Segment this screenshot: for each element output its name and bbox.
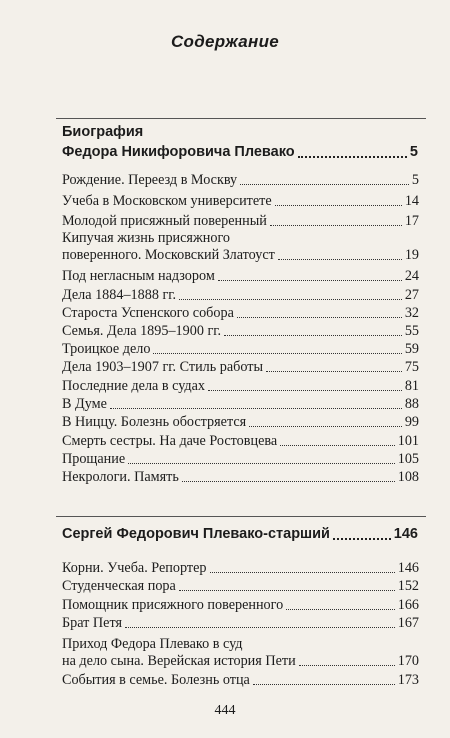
toc-entry [62, 414, 419, 431]
page-number: 5 [411, 172, 419, 188]
toc-entry-text: В Ниццу. Болезнь обостряется [62, 414, 247, 430]
toc-entry-row [62, 615, 419, 632]
section-heading-line: Сергей Федорович Плевако-старший [62, 526, 330, 542]
leader-dots [125, 627, 395, 628]
page-number: 32 [404, 305, 419, 321]
toc-entry [62, 268, 419, 285]
page-number: 75 [404, 359, 419, 375]
leader-dots [249, 426, 402, 427]
toc-entry-text: События в семье. Болезнь отца [62, 672, 250, 688]
section-heading-row [62, 142, 418, 162]
page-number: 14 [404, 193, 419, 209]
leader-dots [253, 684, 395, 685]
section-divider [56, 118, 426, 119]
page-number: 27 [404, 287, 419, 303]
toc-entry-row [62, 359, 419, 376]
leader-dots [266, 371, 402, 372]
toc-entry-text: Последние дела в судах [62, 378, 206, 394]
leader-dots [224, 335, 402, 336]
leader-dots [240, 184, 409, 185]
leader-dots [179, 299, 402, 300]
toc-entry [62, 213, 419, 230]
toc-entry-row [62, 268, 419, 285]
page-number: 152 [397, 578, 419, 594]
toc-entry-row [62, 469, 419, 486]
leader-dots [210, 572, 395, 573]
leader-dots [237, 317, 402, 318]
toc-entry-row [62, 193, 419, 210]
toc-entry [62, 230, 419, 264]
toc-entry-text: Приход Федора Плевако в суд [62, 636, 243, 652]
leader-dots [153, 353, 401, 354]
toc-entry-row [62, 213, 419, 230]
toc-entry-text: Учеба в Московском университете [62, 193, 272, 209]
toc-entry-row [62, 433, 419, 450]
toc-entry [62, 615, 419, 632]
leader-dots [182, 481, 395, 482]
toc-entry-row [62, 172, 419, 189]
toc-entry-text: Брат Петя [62, 615, 122, 631]
toc-entry [62, 378, 419, 395]
page-number: 55 [404, 323, 419, 339]
toc-entry-text: Троицкое дело [62, 341, 151, 357]
page-number: 88 [404, 396, 419, 412]
page-number: 146 [397, 560, 419, 576]
toc-entry [62, 396, 419, 413]
leader-dots [218, 280, 402, 281]
toc-entry [62, 469, 419, 486]
toc-entry-row [62, 323, 419, 340]
page-number: 24 [404, 268, 419, 284]
toc-entry [62, 560, 419, 577]
toc-title: Содержание [170, 32, 280, 51]
toc-entry [62, 359, 419, 376]
toc-entry-text: Кипучая жизнь присяжного [62, 230, 231, 246]
page-number: 101 [397, 433, 419, 449]
page-number: 5 [409, 144, 418, 160]
toc-entry-text: Корни. Учеба. Репортер [62, 560, 207, 576]
toc-entry-row [62, 396, 419, 413]
toc-entry [62, 578, 419, 595]
page-number: 59 [404, 341, 419, 357]
leader-dots [286, 609, 395, 610]
page-number: 99 [404, 414, 419, 430]
leader-dots [333, 538, 391, 540]
toc-entry-text: В Думе [62, 396, 107, 412]
toc-entry-text: Семья. Дела 1895–1900 гг. [62, 323, 222, 339]
toc-entry-text: Студенческая пора [62, 578, 176, 594]
toc-entry-row [62, 597, 419, 614]
page-number: 108 [397, 469, 419, 485]
toc-entry [62, 451, 419, 468]
toc-entry-row [62, 653, 419, 670]
leader-dots [278, 259, 402, 260]
leader-dots [298, 156, 407, 158]
toc-entry-text: Некрологи. Память [62, 469, 179, 485]
toc-entry-row [62, 287, 419, 304]
toc-entry-text: Дела 1884–1888 гг. [62, 287, 177, 303]
page-number: 17 [404, 213, 419, 229]
toc-entry [62, 172, 419, 189]
toc-entry-text: на дело сына. Верейская история Пети [62, 653, 296, 669]
toc-entry-text: Прощание [62, 451, 126, 467]
leader-dots [275, 205, 402, 206]
section-divider [56, 516, 426, 517]
toc-entry-row [62, 414, 419, 431]
toc-entry [62, 305, 419, 322]
toc-entry [62, 287, 419, 304]
toc-entry-text: Смерть сестры. На даче Ростовцева [62, 433, 278, 449]
toc-entry-text: Молодой присяжный поверенный [62, 213, 267, 229]
toc-entry-text: Под негласным надзором [62, 268, 215, 284]
toc-entry-row [62, 378, 419, 395]
toc-entry [62, 433, 419, 450]
toc-entry-row [62, 451, 419, 468]
toc-entry-text: Рождение. Переезд в Москву [62, 172, 238, 188]
page-number: 167 [397, 615, 419, 631]
toc-entry-row [62, 305, 419, 322]
toc-entry [62, 597, 419, 614]
section-heading-biography [62, 122, 418, 162]
toc-entry [62, 341, 419, 358]
page-number: 19 [404, 247, 419, 263]
leader-dots [208, 390, 402, 391]
toc-entry [62, 636, 419, 670]
leader-dots [299, 665, 395, 666]
leader-dots [179, 590, 395, 591]
toc-entry-text: Староста Успенского собора [62, 305, 234, 321]
toc-entry-text: поверенного. Московский Златоуст [62, 247, 275, 263]
page-number: 166 [397, 597, 419, 613]
leader-dots [110, 408, 402, 409]
section-heading-line: Биография [62, 124, 144, 140]
section-heading-line: Федора Никифоровича Плевако [62, 144, 295, 160]
toc-entry-row [62, 247, 419, 264]
leader-dots [270, 225, 402, 226]
toc-entry-row [62, 341, 419, 358]
toc-entry-row [62, 672, 419, 689]
page-number: 105 [397, 451, 419, 467]
toc-entry-row [62, 560, 419, 577]
leader-dots [280, 445, 395, 446]
toc-entry-text: Помощник присяжного поверенного [62, 597, 284, 613]
leader-dots [128, 463, 395, 464]
page-number: 81 [404, 378, 419, 394]
section-heading-row [62, 524, 418, 544]
folio-page-number: 444 [214, 703, 236, 718]
toc-entry [62, 323, 419, 340]
page-number: 146 [393, 526, 418, 542]
page-number: 170 [397, 653, 419, 669]
toc-entry-row [62, 578, 419, 595]
toc-entry [62, 672, 419, 689]
toc-entry [62, 193, 419, 210]
page-number: 173 [397, 672, 419, 688]
section-heading-sergey [62, 524, 418, 544]
toc-entry-text: Дела 1903–1907 гг. Стиль работы [62, 359, 264, 375]
